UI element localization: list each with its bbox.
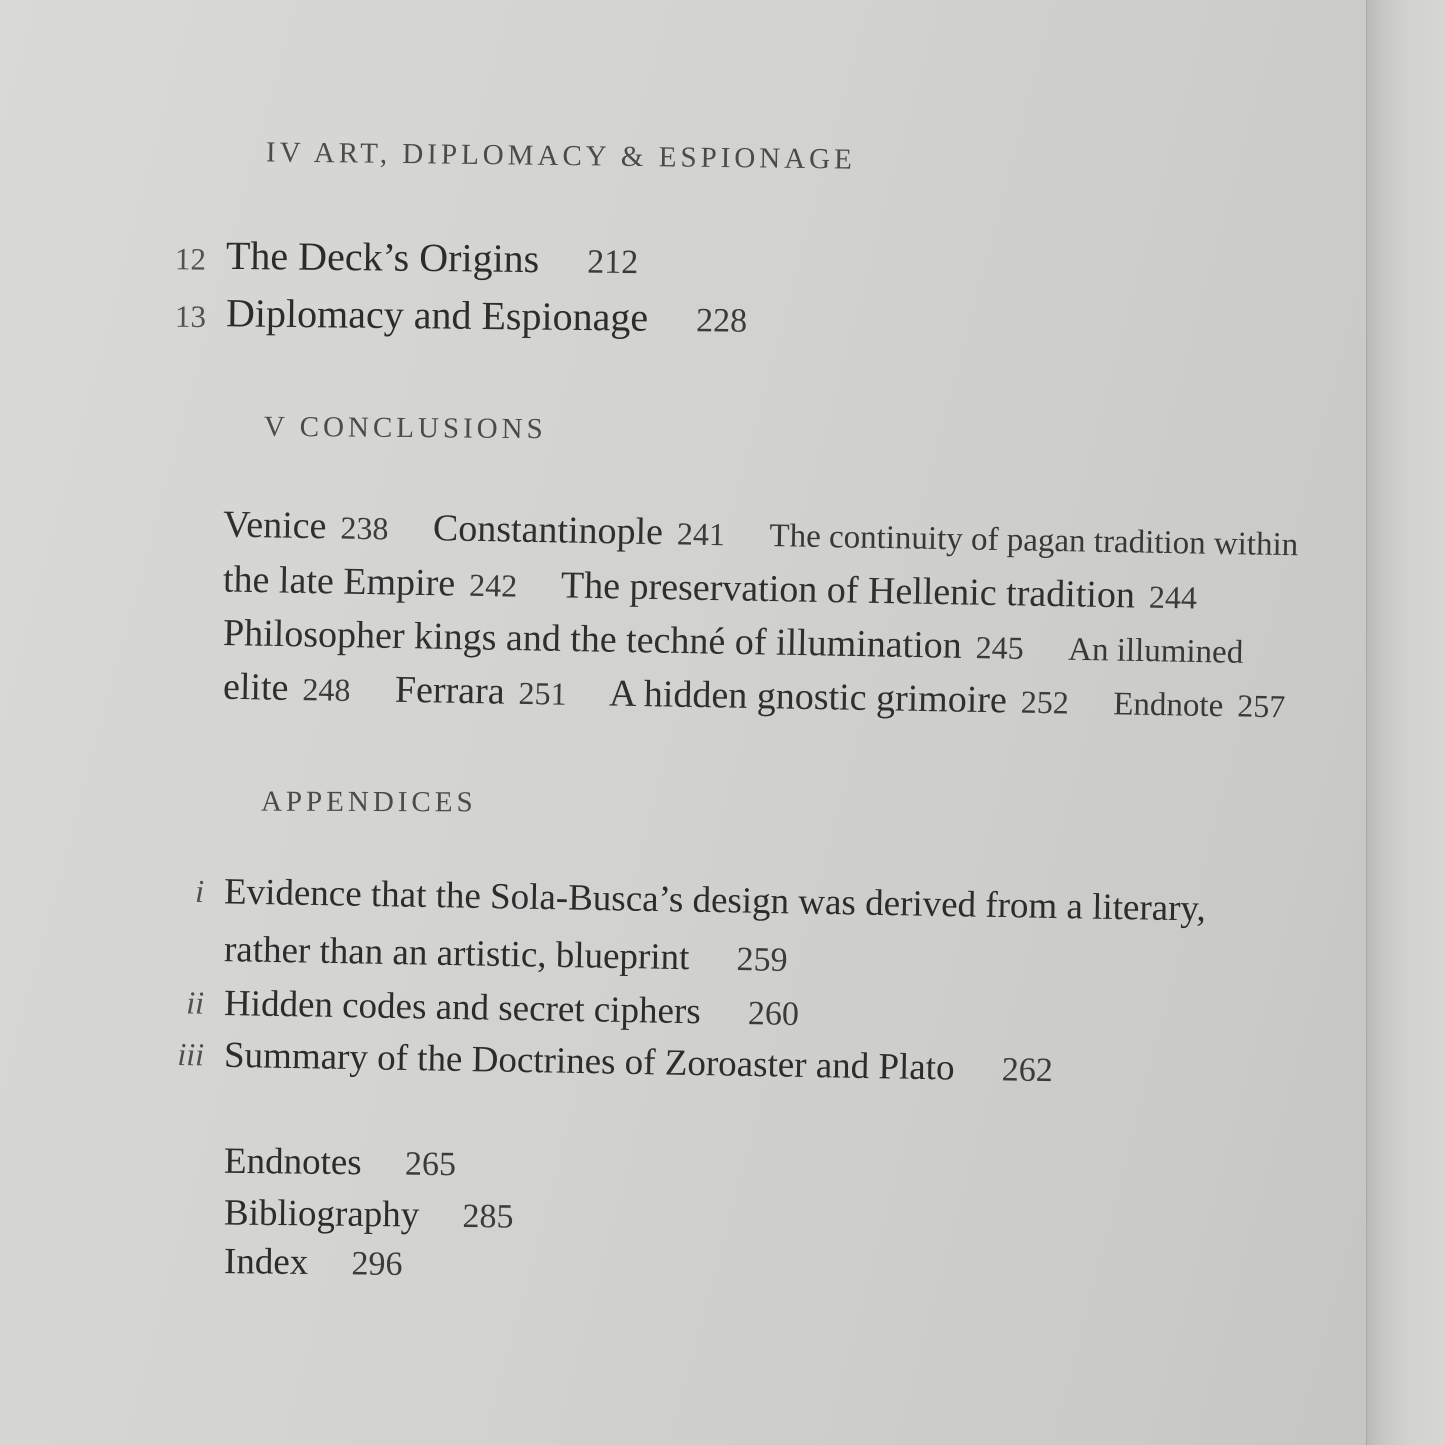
toc-entry-constantinople[interactable]: Constantinople 241	[432, 507, 726, 554]
page-number: 212	[587, 243, 639, 282]
appendix-title: Hidden codes and secret ciphers	[223, 982, 702, 1033]
appendix-title: Summary of the Doctrines of Zoroaster and Plato	[223, 1034, 955, 1089]
appendix-number: i	[194, 872, 205, 910]
section-title-appendices: APPENDICES	[260, 785, 477, 819]
page-number: 260	[747, 995, 800, 1034]
appendix-number: ii	[185, 984, 205, 1021]
conclusions-line-4	[223, 665, 1286, 728]
conclusions-line-3	[223, 611, 1258, 673]
toc-entry-endnote[interactable]: Endnote 257	[1113, 686, 1286, 725]
appendix-number: iii	[177, 1035, 205, 1073]
toc-entry-13[interactable]	[174, 290, 748, 340]
page-number: 259	[736, 941, 788, 979]
toc-entry-late-empire[interactable]: the late Empire 242	[222, 558, 518, 605]
page-number: 228	[695, 302, 748, 340]
toc-entry-illumined-elite[interactable]: An illumined	[1067, 631, 1244, 671]
toc-entry-elite[interactable]: elite 248	[222, 665, 351, 709]
toc-entry-philosopher-kings[interactable]: Philosopher kings and the techné of illumination 245	[222, 611, 1025, 667]
appendix-title-line-1: Evidence that the Sola-Busca’s design was derived from a literary,	[223, 871, 1207, 930]
appendix-entry-ii[interactable]	[185, 982, 800, 1034]
chapter-number: 13	[174, 298, 207, 335]
page-number: 262	[1001, 1051, 1054, 1090]
toc-entry-12[interactable]	[174, 232, 639, 282]
chapter-number: 12	[174, 241, 207, 277]
appendix-entry-i[interactable]	[194, 871, 1207, 930]
conclusions-line-2	[223, 558, 1198, 619]
chapter-title: The Deck’s Origins	[225, 232, 540, 282]
appendix-entry-iii[interactable]	[177, 1034, 1054, 1090]
toc-entry-venice[interactable]: Venice 238	[222, 503, 389, 548]
chapter-title: Diplomacy and Espionage	[225, 290, 649, 340]
endmatter-index[interactable]: Index 296	[223, 1241, 403, 1283]
section-title-v: V CONCLUSIONS	[263, 410, 547, 446]
conclusions-line-1	[223, 502, 1313, 565]
toc-entry-pagan-tradition[interactable]: The continuity of pagan tradition within	[769, 518, 1299, 564]
endmatter-bibliography[interactable]: Bibliography 285	[223, 1192, 514, 1236]
appendix-entry-i-continued[interactable]	[224, 931, 788, 978]
toc-entry-hellenic-tradition[interactable]: The preservation of Hellenic tradition 244	[560, 564, 1198, 617]
toc-entry-ferrara[interactable]: Ferrara 251	[394, 668, 567, 713]
section-title-iv: IV ART, DIPLOMACY & ESPIONAGE	[265, 136, 857, 176]
appendix-title-line-2: rather than an artistic, blueprint	[223, 929, 690, 979]
endmatter-endnotes[interactable]: Endnotes 265	[223, 1140, 457, 1184]
toc-entry-gnostic-grimoire[interactable]: A hidden gnostic grimoire 252	[608, 672, 1070, 722]
